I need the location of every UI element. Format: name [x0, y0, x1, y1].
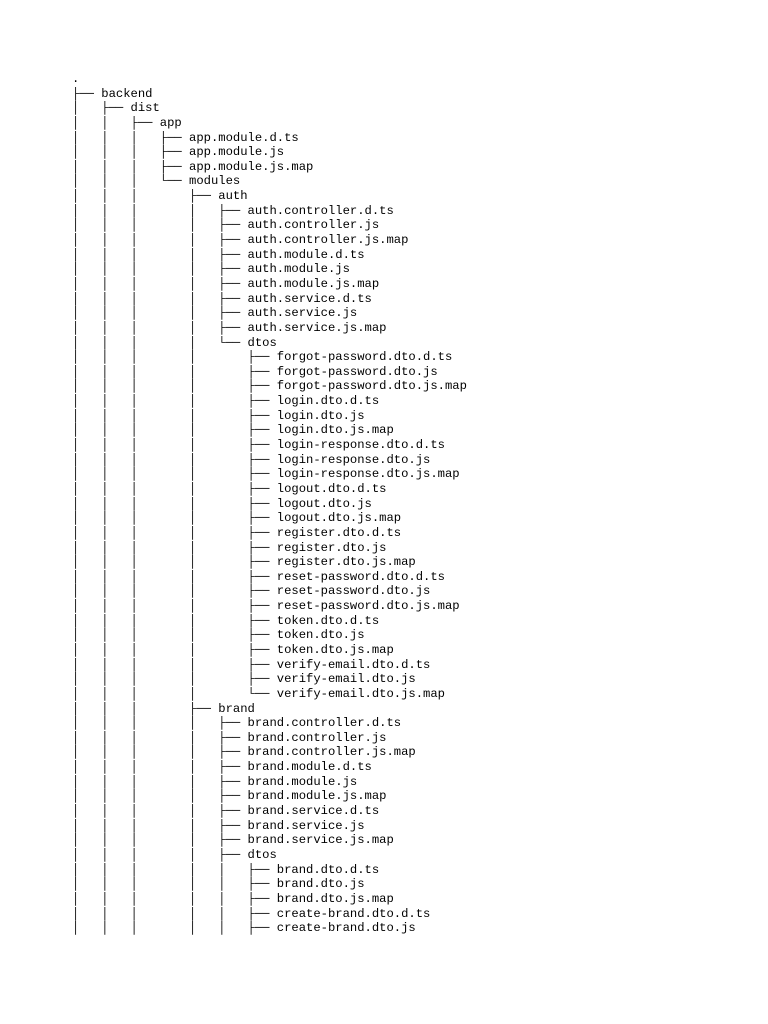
tree-line: │ │ │ │ │ ├── create-brand.dto.js — [72, 921, 416, 936]
tree-line: │ │ │ │ ├── brand.controller.d.ts — [72, 716, 402, 731]
tree-line: │ │ │ │ ├── brand.service.js.map — [72, 833, 394, 848]
directory-tree — [72, 72, 467, 936]
tree-line: │ │ ├── app — [72, 115, 182, 130]
tree-line: │ │ │ │ └── verify-email.dto.js.map — [72, 686, 445, 701]
tree-line: │ │ │ │ │ ├── brand.dto.js.map — [72, 891, 394, 906]
tree-line: │ │ │ │ ├── forgot-password.dto.js.map — [72, 379, 467, 394]
tree-line: │ │ │ │ ├── logout.dto.js — [72, 496, 372, 511]
tree-line: │ │ │ │ ├── logout.dto.d.ts — [72, 481, 387, 496]
tree-line: │ │ │ │ ├── login-response.dto.js.map — [72, 467, 460, 482]
tree-line: │ │ │ │ ├── register.dto.js — [72, 540, 387, 555]
tree-line: │ │ │ │ ├── auth.module.js.map — [72, 276, 380, 291]
tree-line: │ │ │ │ ├── verify-email.dto.d.ts — [72, 657, 431, 672]
tree-line: │ │ │ ├── app.module.js.map — [72, 159, 314, 174]
tree-line: │ │ │ │ ├── auth.service.js — [72, 306, 358, 321]
tree-line: │ │ │ │ ├── auth.module.d.ts — [72, 247, 365, 262]
tree-line: │ │ │ │ ├── reset-password.dto.js.map — [72, 599, 460, 614]
tree-line: │ │ │ │ ├── auth.service.d.ts — [72, 291, 372, 306]
tree-line: │ │ │ │ │ ├── create-brand.dto.d.ts — [72, 906, 431, 921]
tree-line: │ │ │ │ ├── auth.controller.js.map — [72, 233, 409, 248]
tree-line: │ │ │ │ │ ├── brand.dto.d.ts — [72, 862, 380, 877]
tree-line: │ │ │ └── modules — [72, 174, 241, 189]
tree-line: │ │ │ │ ├── dtos — [72, 847, 277, 862]
tree-line: │ │ │ │ ├── logout.dto.js.map — [72, 511, 402, 526]
tree-line: │ │ │ │ ├── login.dto.js — [72, 408, 365, 423]
tree-line: │ │ │ │ ├── login.dto.d.ts — [72, 394, 380, 409]
tree-line: │ │ │ │ ├── brand.service.d.ts — [72, 804, 380, 819]
tree-line: │ │ │ │ ├── brand.module.d.ts — [72, 760, 372, 775]
tree-line: │ │ │ ├── auth — [72, 189, 248, 204]
tree-line: │ │ │ │ ├── forgot-password.dto.d.ts — [72, 350, 453, 365]
tree-line: │ │ │ │ ├── forgot-password.dto.js — [72, 364, 438, 379]
tree-line: │ │ │ │ ├── brand.controller.js.map — [72, 745, 416, 760]
tree-line: │ │ │ │ ├── verify-email.dto.js — [72, 672, 416, 687]
tree-line: │ │ │ │ ├── token.dto.js — [72, 628, 365, 643]
tree-line: │ │ │ │ ├── brand.module.js — [72, 774, 358, 789]
tree-line: │ │ │ │ ├── brand.module.js.map — [72, 789, 387, 804]
tree-line: │ │ │ │ ├── login.dto.js.map — [72, 423, 394, 438]
tree-line: . — [72, 72, 80, 86]
tree-line: │ │ │ │ ├── auth.controller.js — [72, 218, 380, 233]
tree-line: │ │ │ │ ├── reset-password.dto.d.ts — [72, 569, 445, 584]
tree-line: │ │ │ │ ├── token.dto.d.ts — [72, 613, 380, 628]
tree-line: │ │ │ │ ├── auth.service.js.map — [72, 320, 387, 335]
tree-line: │ │ │ ├── app.module.js — [72, 145, 285, 160]
tree-line: │ │ │ │ │ ├── brand.dto.js — [72, 877, 365, 892]
tree-line: │ │ │ │ ├── login-response.dto.js — [72, 452, 431, 467]
tree-line: │ │ │ │ ├── brand.controller.js — [72, 730, 387, 745]
tree-line: │ │ │ │ ├── login-response.dto.d.ts — [72, 438, 445, 453]
tree-line: │ │ │ ├── app.module.d.ts — [72, 130, 299, 145]
tree-line: │ │ │ │ ├── register.dto.js.map — [72, 555, 416, 570]
tree-line: │ │ │ │ ├── reset-password.dto.js — [72, 584, 431, 599]
tree-line: │ │ │ │ └── dtos — [72, 335, 277, 350]
tree-line: │ │ │ │ ├── auth.controller.d.ts — [72, 203, 394, 218]
tree-line: │ │ │ │ ├── token.dto.js.map — [72, 642, 394, 657]
tree-line: │ │ │ │ ├── register.dto.d.ts — [72, 525, 402, 540]
tree-line: │ │ │ │ ├── auth.module.js — [72, 262, 350, 277]
tree-line: ├── backend — [72, 86, 153, 101]
tree-line: │ ├── dist — [72, 101, 160, 116]
tree-line: │ │ │ ├── brand — [72, 701, 255, 716]
tree-line: │ │ │ │ ├── brand.service.js — [72, 818, 365, 833]
